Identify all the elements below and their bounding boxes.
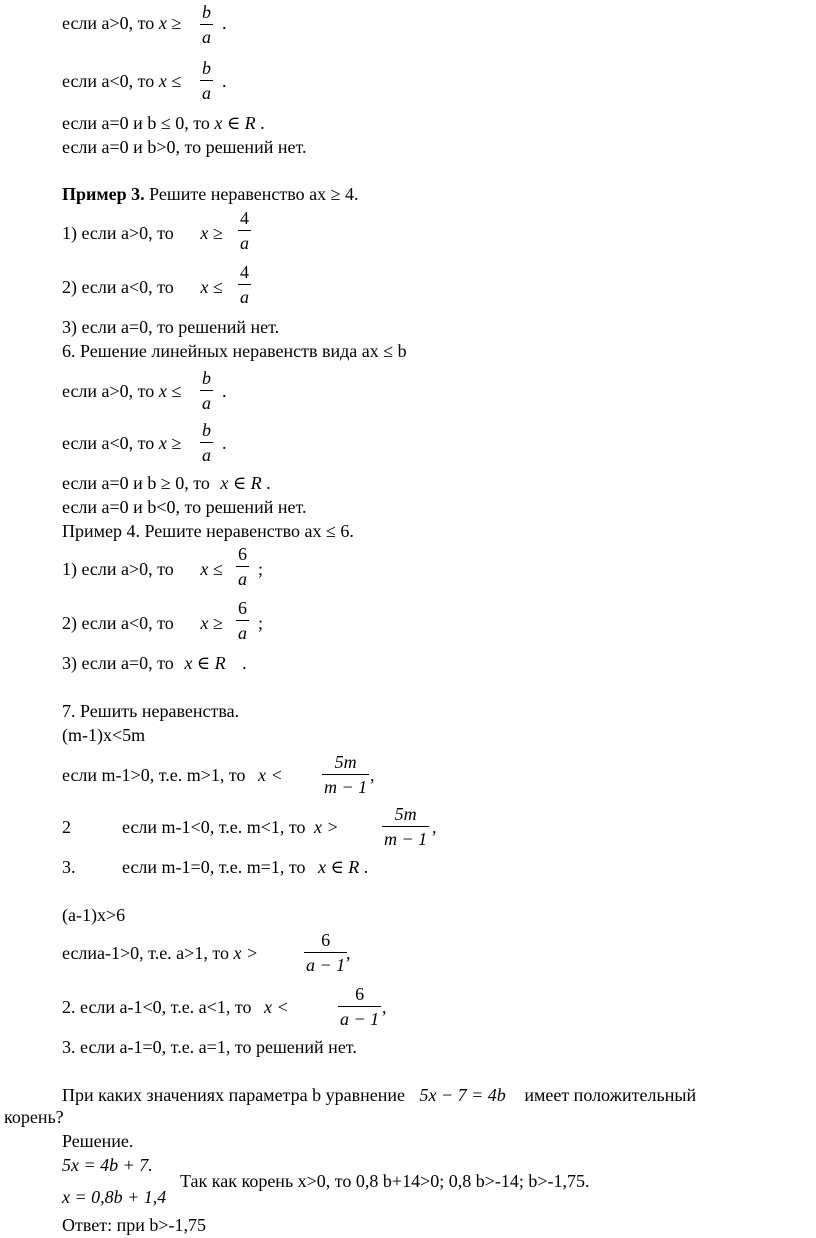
example3-title: Пример 3. Решите неравенство ax ≥ 4. (62, 184, 359, 204)
ex4-case2: 2) если a<0, то x ≥ (62, 613, 223, 633)
p2-case1: еслиa-1>0, т.е. a>1, то x > (62, 943, 259, 963)
ex4-case3: 3) если a=0, то x ∈ R . (62, 653, 247, 673)
ex3-case1: 1) если a>0, то x ≥ (62, 223, 223, 243)
s6-line4: если a=0 и b<0, то решений нет. (62, 497, 307, 517)
section7-heading: 7. Решить неравенства. (62, 701, 240, 721)
s6-line1: если a>0, то x ≤ (62, 381, 182, 401)
problem2-inequality: (a-1)x>6 (62, 905, 126, 925)
p2-case3: 3. если a-1=0, т.е. a=1, то решений нет. (62, 1037, 357, 1057)
s6-line3: если a=0 и b ≥ 0, то x ∈ R . (62, 473, 271, 493)
problem1-inequality: (m-1)x<5m (62, 725, 146, 745)
ex3-frac2: 4 a (240, 262, 249, 307)
ex3-case3: 3) если a=0, то решений нет. (62, 317, 280, 337)
answer: Ответ: при b>-1,75 (62, 1215, 207, 1235)
p1-frac2: 5m m − 1 (384, 804, 428, 849)
p1-case2-number: 2 (62, 817, 71, 837)
s6-line2: если a<0, то x ≥ (62, 433, 182, 453)
ex3-frac1: 4 a (240, 208, 249, 253)
p1-case3: если m-1=0, т.е. m=1, то x ∈ R . (122, 857, 369, 877)
ex4-case1: 1) если a>0, то x ≤ (62, 559, 223, 579)
solution-eq2: x = 0,8b + 1,4 (62, 1187, 167, 1207)
parameter-question: При каких значениях параметра b уравнение 5x − 7 = 4b имеет положительный (62, 1085, 697, 1105)
parameter-question-cont: корень? (4, 1107, 64, 1127)
example4-title: Пример 4. Решите неравенство ax ≤ 6. (62, 521, 354, 541)
p1-case1: если m-1>0, т.е. m>1, то x < (62, 765, 283, 785)
s5-frac1: b a (202, 2, 211, 47)
s5-line4: если a=0 и b>0, то решений нет. (62, 137, 307, 157)
p1-case3-number: 3. (62, 857, 76, 877)
p1-case2: если m-1<0, т.е. m<1, то x > (122, 817, 339, 837)
solution-reasoning: Так как корень x>0, то 0,8 b+14>0; 0,8 b>-14; b>-1,75. (180, 1171, 590, 1191)
s6-frac1: b a (202, 368, 211, 413)
ex3-case2: 2) если a<0, то x ≤ (62, 277, 223, 297)
s6-frac2: b a (202, 420, 211, 465)
p2-case2: 2. если a-1<0, т.е. a<1, то x < (62, 997, 289, 1017)
solution-eq1: 5x = 4b + 7. (62, 1155, 153, 1175)
s5-line3: если a=0 и b ≤ 0, то x ∈ R . (62, 113, 265, 133)
p1-frac1: 5m m − 1 (324, 752, 368, 797)
ex4-frac1: 6 a (238, 544, 247, 589)
ex4-frac2: 6 a (238, 598, 247, 643)
section6-heading: 6. Решение линейных неравенств вида ax ≤ b (62, 341, 407, 361)
s5-line2: если a<0, то x ≤ (62, 71, 182, 91)
s5-frac2: b a (202, 58, 211, 103)
s5-line1: если a>0, то x ≥ (62, 13, 182, 33)
solution-label: Решение. (62, 1131, 134, 1151)
p2-frac1: 6 a − 1 (306, 930, 346, 975)
p2-frac2: 6 a − 1 (340, 984, 380, 1029)
